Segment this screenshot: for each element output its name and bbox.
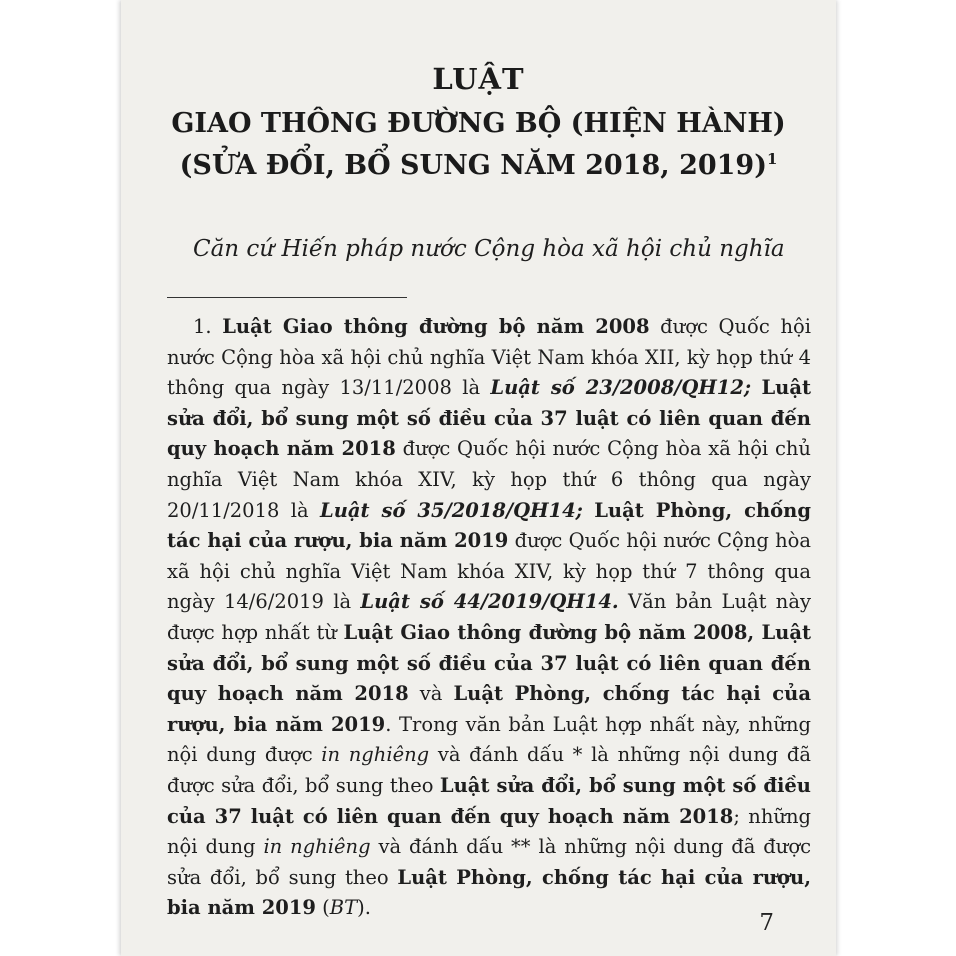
- law-amendment-line: (SỬA ĐỔI, BỔ SUNG NĂM 2018, 2019)$^1$: [179, 150, 778, 181]
- page-number: 7: [759, 910, 774, 936]
- book-page: [121, 0, 836, 956]
- law-subtitle: GIAO THÔNG ĐƯỜNG BỘ (HIỆN HÀNH): [171, 108, 786, 139]
- law-title: LUẬT: [432, 62, 525, 96]
- footnote-text: [167, 312, 811, 924]
- footnote-paragraph: 1. Luật Giao thông đường bộ năm 2008 được Quốc hội nước Cộng hòa xã hội chủ nghĩa Việt Nam khóa XII, kỳ họp thứ 4 thông qua ngày 13/11/2008 là Luật số 23/2008/QH12; Luật sửa đổi, bổ sung một số điều của 37 luật có liên quan đến quy hoạch năm 2018 được Quốc hội nước Cộng hòa xã hội chủ nghĩa Việt Nam khóa XIV, kỳ họp thứ 6 thông qua ngày 20/11/2018 là Luật số 35/2018/QH14; Luật Phòng, chống tác hại của rượu, bia năm 2019 được Quốc hội nước Cộng hòa xã hội chủ nghĩa Việt Nam khóa XIV, kỳ họp thứ 7 thông qua ngày 14/6/2019 là Luật số 44/2019/QH14. Văn bản Luật này được hợp nhất từ Luật Giao thông đường bộ năm 2008, Luật sửa đổi, bổ sung một số điều của 37 luật có liên quan đến quy hoạch năm 2018 và Luật Phòng, chống tác hại của rượu, bia năm 2019. Trong văn bản Luật hợp nhất này, những nội dung được in nghiêng và đánh dấu * là những nội dung đã được sửa đổi, bổ sung theo Luật sửa đổi, bổ sung một số điều của 37 luật có liên quan đến quy hoạch năm 2018; những nội dung in nghiêng và đánh dấu ** là những nội dung đã được sửa đổi, bổ sung theo Luật Phòng, chống tác hại của rượu, bia năm 2019 (BT).: [167, 315, 812, 920]
- preamble-text: Căn cứ Hiến pháp nước Cộng hòa xã hội chủ nghĩa: [193, 236, 785, 262]
- footnote-divider: [167, 297, 407, 298]
- footnote-marker: 1: [766, 150, 778, 168]
